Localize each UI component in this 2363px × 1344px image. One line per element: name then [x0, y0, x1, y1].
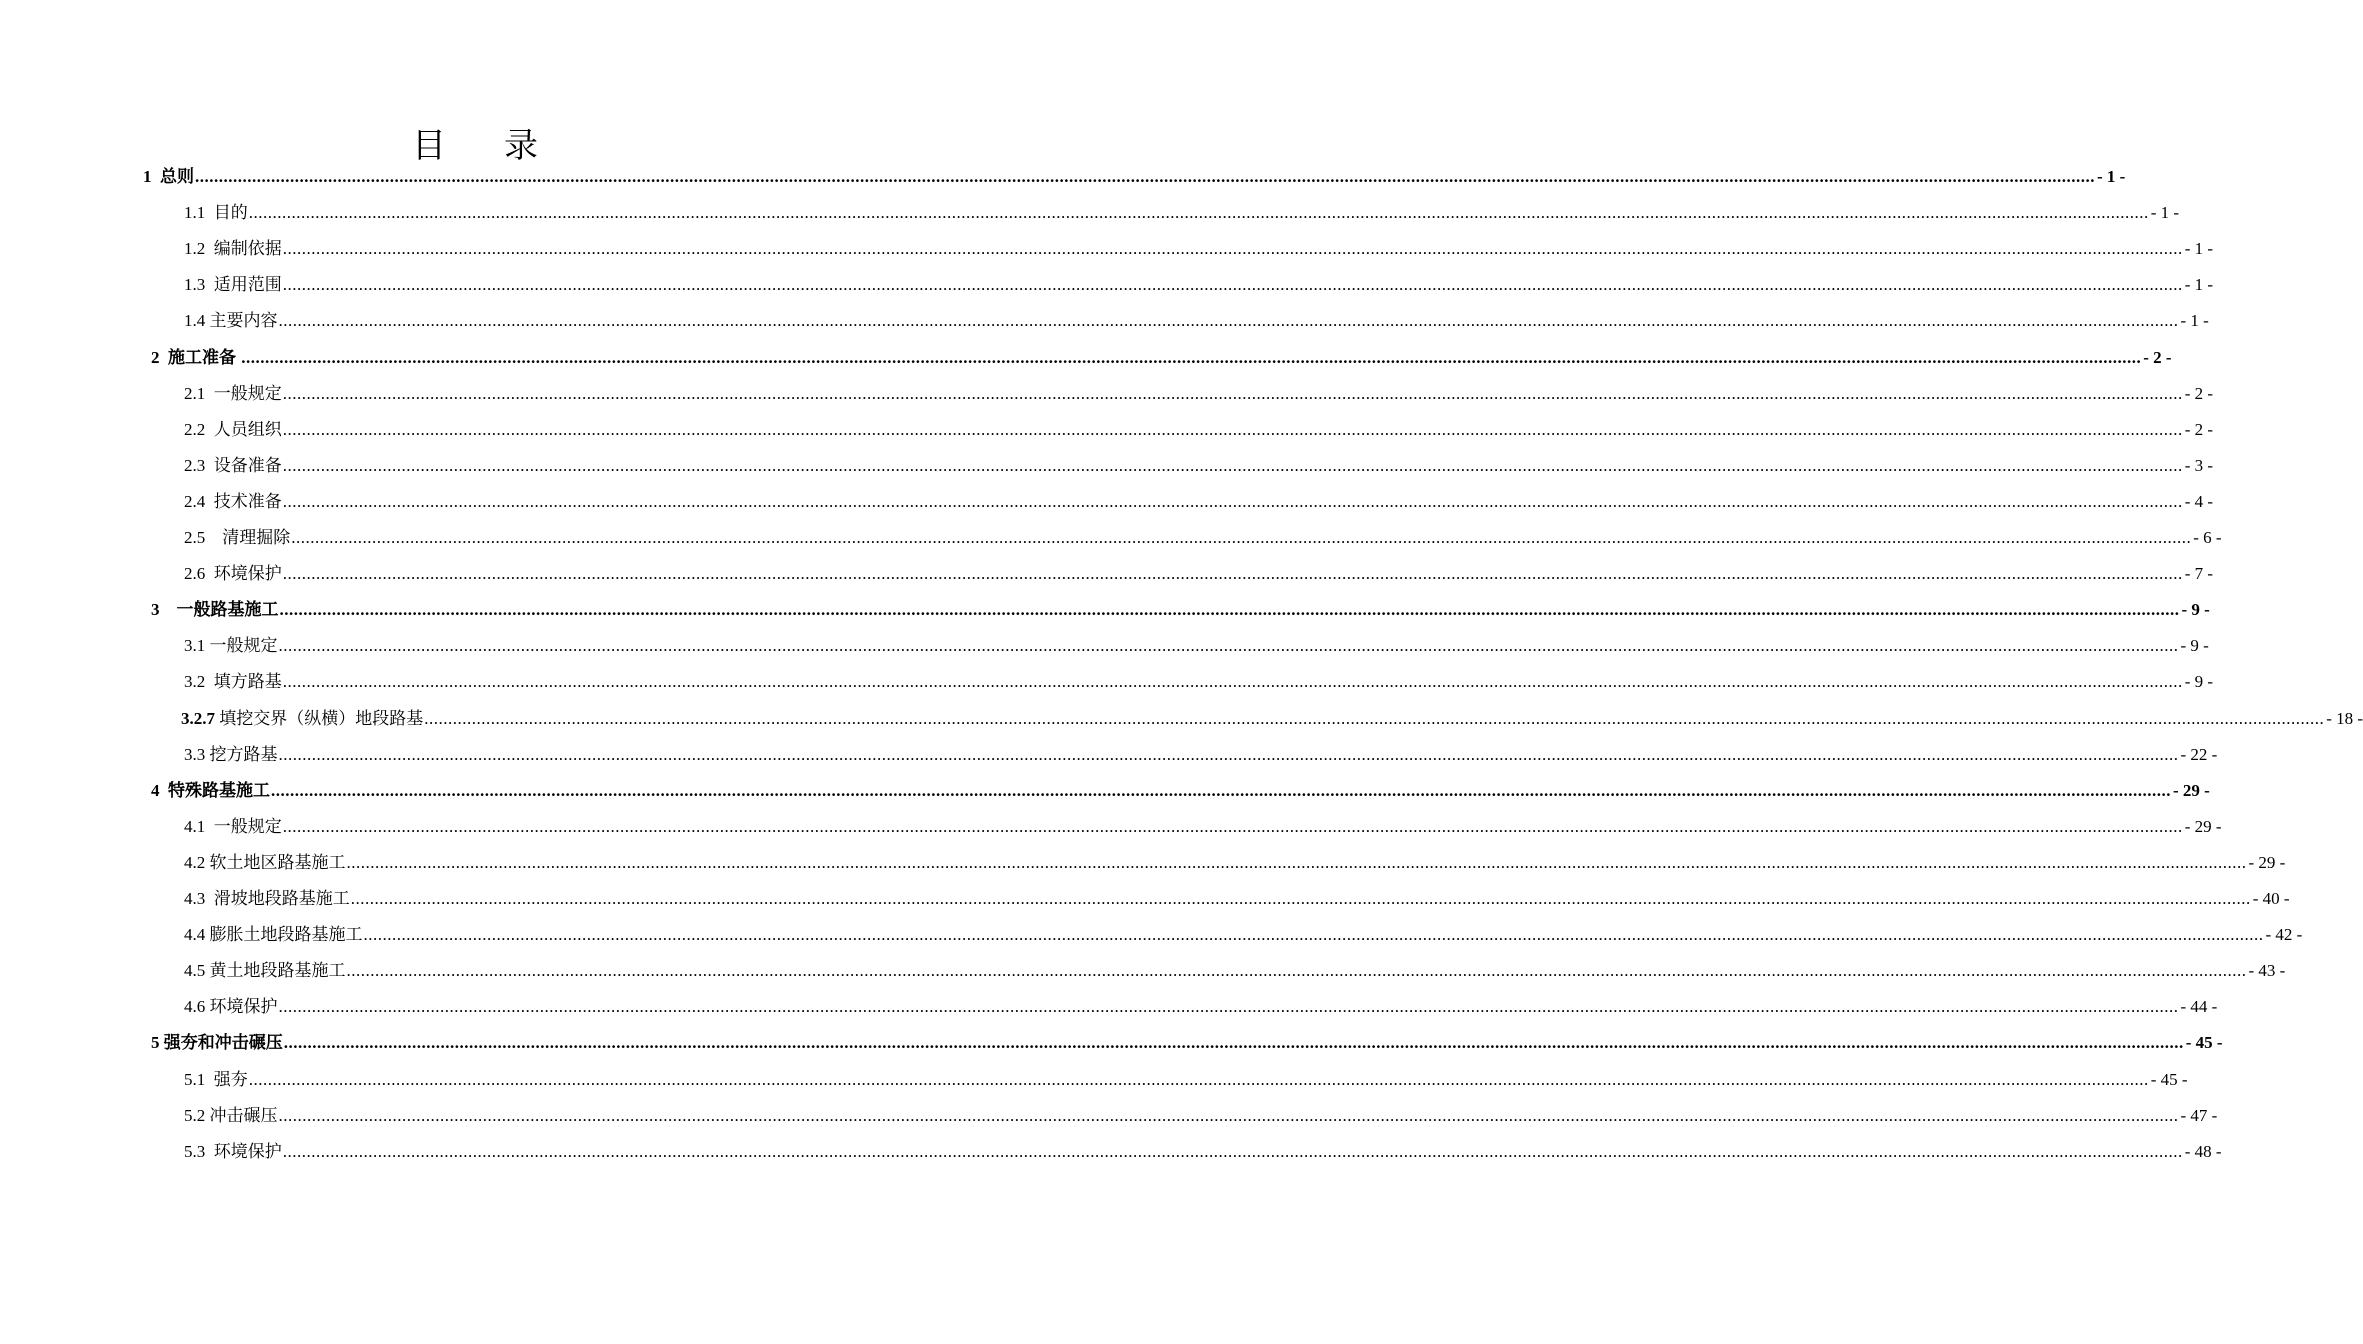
- toc-entry-number: 3.1 一般规定: [184, 636, 278, 656]
- toc-entry-number: 2.5 清理掘除: [184, 528, 291, 547]
- toc-entry[interactable]: [184, 992, 2218, 1028]
- toc-entry[interactable]: [184, 631, 2209, 667]
- toc-entry-label: [184, 198, 248, 223]
- toc-entry-label: [184, 1137, 282, 1162]
- toc-entry-number: 1.2 编制依据: [184, 239, 282, 259]
- toc-entry[interactable]: [184, 559, 2214, 595]
- toc-entry-label: [184, 306, 278, 331]
- toc-entry-label: [184, 1101, 278, 1126]
- toc-entry[interactable]: [184, 379, 2214, 415]
- toc-entry[interactable]: [184, 812, 2222, 848]
- toc-entry-label: [184, 956, 346, 981]
- toc-entry[interactable]: [143, 162, 2126, 198]
- toc-entry[interactable]: [184, 884, 2290, 920]
- toc-entry-number: 1.3 适用范围: [184, 275, 282, 295]
- toc-entry-label: [151, 1028, 283, 1053]
- toc-entry[interactable]: [184, 667, 2214, 703]
- toc-entry[interactable]: [184, 956, 2286, 992]
- toc-entry-page: - 9 -: [2181, 600, 2210, 620]
- toc-leader-dots: ................................................................................................................................................................................................................................................................................................................................................................................................................: [282, 239, 2183, 259]
- toc-entry-number: 5.1 强夯: [184, 1069, 248, 1089]
- toc-entry-page: - 40 -: [2252, 889, 2290, 908]
- toc-leader-dots: ................................................................................................................................................................................................................................................................................................................................................................................................................: [282, 275, 2183, 295]
- toc-entry[interactable]: [184, 523, 2222, 559]
- toc-leader-dots: ................................................................................................................................................................................................................................................................................................................................................................................................................: [282, 383, 2183, 403]
- toc-entry-page: - 43 -: [2248, 961, 2286, 981]
- toc-leader-dots: ................................................................................................................................................................................................................................................................................................................................................................................................................: [195, 167, 2095, 186]
- toc-leader-dots: ................................................................................................................................................................................................................................................................................................................................................................................................................: [282, 1141, 2183, 1161]
- toc-leader-dots: ................................................................................................................................................................................................................................................................................................................................................................................................................: [291, 528, 2192, 547]
- toc-entry[interactable]: [184, 1101, 2218, 1137]
- toc-entry-label: [184, 667, 282, 692]
- title-char-2: 录: [504, 128, 538, 165]
- toc-entry-label: [184, 270, 282, 295]
- toc-entry-number: 3.2 填方路基: [184, 672, 282, 692]
- toc-entry-number: 2.2 人员组织: [184, 419, 282, 439]
- toc-entry-text: 填挖交界（纵横）地段路基: [215, 708, 424, 728]
- toc-entry-page: - 1 -: [2184, 239, 2214, 259]
- toc-entry-page: - 1 -: [2184, 275, 2214, 295]
- toc-leader-dots: ................................................................................................................................................................................................................................................................................................................................................................................................................: [282, 491, 2183, 511]
- toc-entry-label: [151, 776, 270, 801]
- toc-leader-dots: ................................................................................................................................................................................................................................................................................................................................................................................................................: [424, 708, 2325, 728]
- toc-entry-number: 5 强夯和冲击碾压: [151, 1033, 283, 1053]
- toc-entry-label: [184, 487, 282, 512]
- toc-entry-label: [143, 162, 194, 187]
- toc-entry[interactable]: [184, 1137, 2222, 1173]
- toc-entry-label: [184, 234, 282, 259]
- toc-entry-number: 2.1 一般规定: [184, 383, 282, 403]
- toc-entry-number: 4.3 滑坡地段路基施工: [184, 889, 350, 908]
- toc-entry[interactable]: [181, 704, 2363, 740]
- toc-entry-number: 3.3 挖方路基: [184, 744, 278, 764]
- toc-entry-number: 1.4 主要内容: [184, 311, 278, 331]
- toc-entry-page: - 1 -: [2180, 311, 2209, 331]
- title-char-1: 目: [412, 128, 446, 165]
- toc-entry-label: [184, 992, 278, 1017]
- toc-entry-page: - 9 -: [2184, 672, 2214, 692]
- toc-leader-dots: ................................................................................................................................................................................................................................................................................................................................................................................................................: [282, 672, 2183, 692]
- toc-entry-number: 5.3 环境保护: [184, 1141, 282, 1161]
- toc-entry-label: [151, 343, 240, 368]
- toc-entry-page: - 2 -: [2184, 383, 2214, 403]
- toc-entry-number: 4 特殊路基施工: [151, 780, 270, 800]
- toc-entry-page: - 45 -: [2150, 1069, 2188, 1089]
- toc-entry-number: 2 施工准备: [151, 347, 241, 367]
- toc-leader-dots: ................................................................................................................................................................................................................................................................................................................................................................................................................: [278, 1105, 2179, 1125]
- toc-leader-dots: ................................................................................................................................................................................................................................................................................................................................................................................................................: [271, 780, 2171, 800]
- toc-entry[interactable]: [151, 1028, 2223, 1064]
- toc-entry-page: - 1 -: [2150, 203, 2180, 223]
- toc-entry-number: 4.2 软土地区路基施工: [184, 852, 346, 872]
- toc-entry-page: - 42 -: [2265, 925, 2303, 945]
- toc-entry-page: - 3 -: [2184, 455, 2214, 475]
- toc-leader-dots: ................................................................................................................................................................................................................................................................................................................................................................................................................: [278, 636, 2179, 656]
- toc-leader-dots: ................................................................................................................................................................................................................................................................................................................................................................................................................: [278, 997, 2179, 1017]
- toc-entry-label: [184, 415, 282, 440]
- toc-entry-label: [184, 379, 282, 404]
- toc-entry-label: [184, 451, 282, 476]
- toc-entry[interactable]: [184, 920, 2303, 956]
- toc-entry[interactable]: [184, 306, 2209, 342]
- toc-entry-number: 3.2.7: [181, 708, 215, 728]
- toc-entry-number: 1 总则: [143, 167, 194, 186]
- toc-leader-dots: ................................................................................................................................................................................................................................................................................................................................................................................................................: [283, 1033, 2184, 1053]
- toc-entry-number: 3 一般路基施工: [151, 600, 279, 620]
- toc-entry-page: - 29 -: [2184, 816, 2222, 836]
- toc-entry-number: 4.6 环境保护: [184, 997, 278, 1017]
- toc-entry[interactable]: [184, 487, 2214, 523]
- toc-entry-page: - 29 -: [2248, 852, 2286, 872]
- toc-leader-dots: ................................................................................................................................................................................................................................................................................................................................................................................................................: [279, 600, 2180, 620]
- toc-leader-dots: ................................................................................................................................................................................................................................................................................................................................................................................................................: [282, 564, 2183, 584]
- toc-entry-label: [151, 595, 279, 620]
- toc-leader-dots: ................................................................................................................................................................................................................................................................................................................................................................................................................: [346, 852, 2247, 872]
- toc-entry-label: [184, 848, 346, 873]
- toc-entry[interactable]: [151, 776, 2210, 812]
- toc-entry-number: 4.4 膨胀土地段路基施工: [184, 925, 363, 945]
- toc-entry[interactable]: [184, 848, 2286, 884]
- toc-leader-dots: ................................................................................................................................................................................................................................................................................................................................................................................................................: [346, 961, 2247, 981]
- toc-entry[interactable]: [184, 451, 2214, 487]
- toc-entry[interactable]: [151, 343, 2172, 379]
- toc-entry-label: [184, 631, 278, 656]
- toc-entry-page: - 44 -: [2180, 997, 2218, 1017]
- toc-entry[interactable]: [184, 198, 2180, 234]
- toc-leader-dots: ................................................................................................................................................................................................................................................................................................................................................................................................................: [282, 455, 2183, 475]
- toc-entry-number: 2.6 环境保护: [184, 564, 282, 584]
- toc-leader-dots: ................................................................................................................................................................................................................................................................................................................................................................................................................: [248, 203, 2149, 223]
- toc-leader-dots: ................................................................................................................................................................................................................................................................................................................................................................................................................: [278, 311, 2179, 331]
- toc-entry-label: [184, 884, 350, 909]
- toc-entry[interactable]: [184, 234, 2214, 270]
- toc-entry[interactable]: [151, 595, 2210, 631]
- toc-entry-page: - 2 -: [2143, 347, 2172, 367]
- toc-entry-number: 4.1 一般规定: [184, 816, 282, 836]
- toc-entry-page: - 48 -: [2184, 1141, 2222, 1161]
- toc-entry[interactable]: [184, 270, 2214, 306]
- toc-entry-page: - 4 -: [2184, 491, 2214, 511]
- toc-entry-label: [184, 812, 282, 837]
- toc-entry-page: - 45 -: [2185, 1033, 2223, 1053]
- toc-entry[interactable]: [184, 740, 2218, 776]
- toc-entry-label: [184, 523, 290, 548]
- toc-leader-dots: ................................................................................................................................................................................................................................................................................................................................................................................................................: [248, 1069, 2149, 1089]
- toc-entry-number: 5.2 冲击碾压: [184, 1105, 278, 1125]
- toc-leader-dots: ................................................................................................................................................................................................................................................................................................................................................................................................................: [278, 744, 2179, 764]
- toc-entry-page: - 9 -: [2180, 636, 2209, 656]
- toc-entry-page: - 47 -: [2180, 1105, 2218, 1125]
- toc-entry-page: - 29 -: [2173, 780, 2210, 800]
- toc-entry-label: [184, 559, 282, 584]
- page-title: [0, 118, 950, 167]
- toc-entry-page: - 6 -: [2193, 528, 2222, 547]
- toc-entry-page: - 18 -: [2326, 708, 2363, 728]
- toc-entry-page: - 7 -: [2184, 564, 2214, 584]
- toc-leader-dots: ................................................................................................................................................................................................................................................................................................................................................................................................................: [363, 925, 2264, 945]
- toc-entry-page: - 2 -: [2184, 419, 2214, 439]
- toc-leader-dots: ................................................................................................................................................................................................................................................................................................................................................................................................................: [282, 816, 2183, 836]
- toc-entry-label: [184, 920, 363, 945]
- toc-entry-number: 1.1 目的: [184, 203, 248, 223]
- toc-entry-number: 2.4 技术准备: [184, 491, 282, 511]
- toc-leader-dots: ................................................................................................................................................................................................................................................................................................................................................................................................................: [350, 889, 2251, 908]
- toc-entry-label: [184, 1065, 248, 1090]
- toc-entry-number: 4.5 黄土地段路基施工: [184, 961, 346, 981]
- toc-entry[interactable]: [184, 1065, 2188, 1101]
- toc-entry-page: - 22 -: [2180, 744, 2218, 764]
- toc-leader-dots: ................................................................................................................................................................................................................................................................................................................................................................................................................: [282, 419, 2183, 439]
- toc-entry-label: [181, 704, 423, 729]
- toc-entry-label: [184, 740, 278, 765]
- toc-entry-number: 2.3 设备准备: [184, 455, 282, 475]
- toc-entry[interactable]: [184, 415, 2214, 451]
- toc-leader-dots: ................................................................................................................................................................................................................................................................................................................................................................................................................: [241, 347, 2142, 367]
- toc-entry-page: - 1 -: [2097, 167, 2126, 186]
